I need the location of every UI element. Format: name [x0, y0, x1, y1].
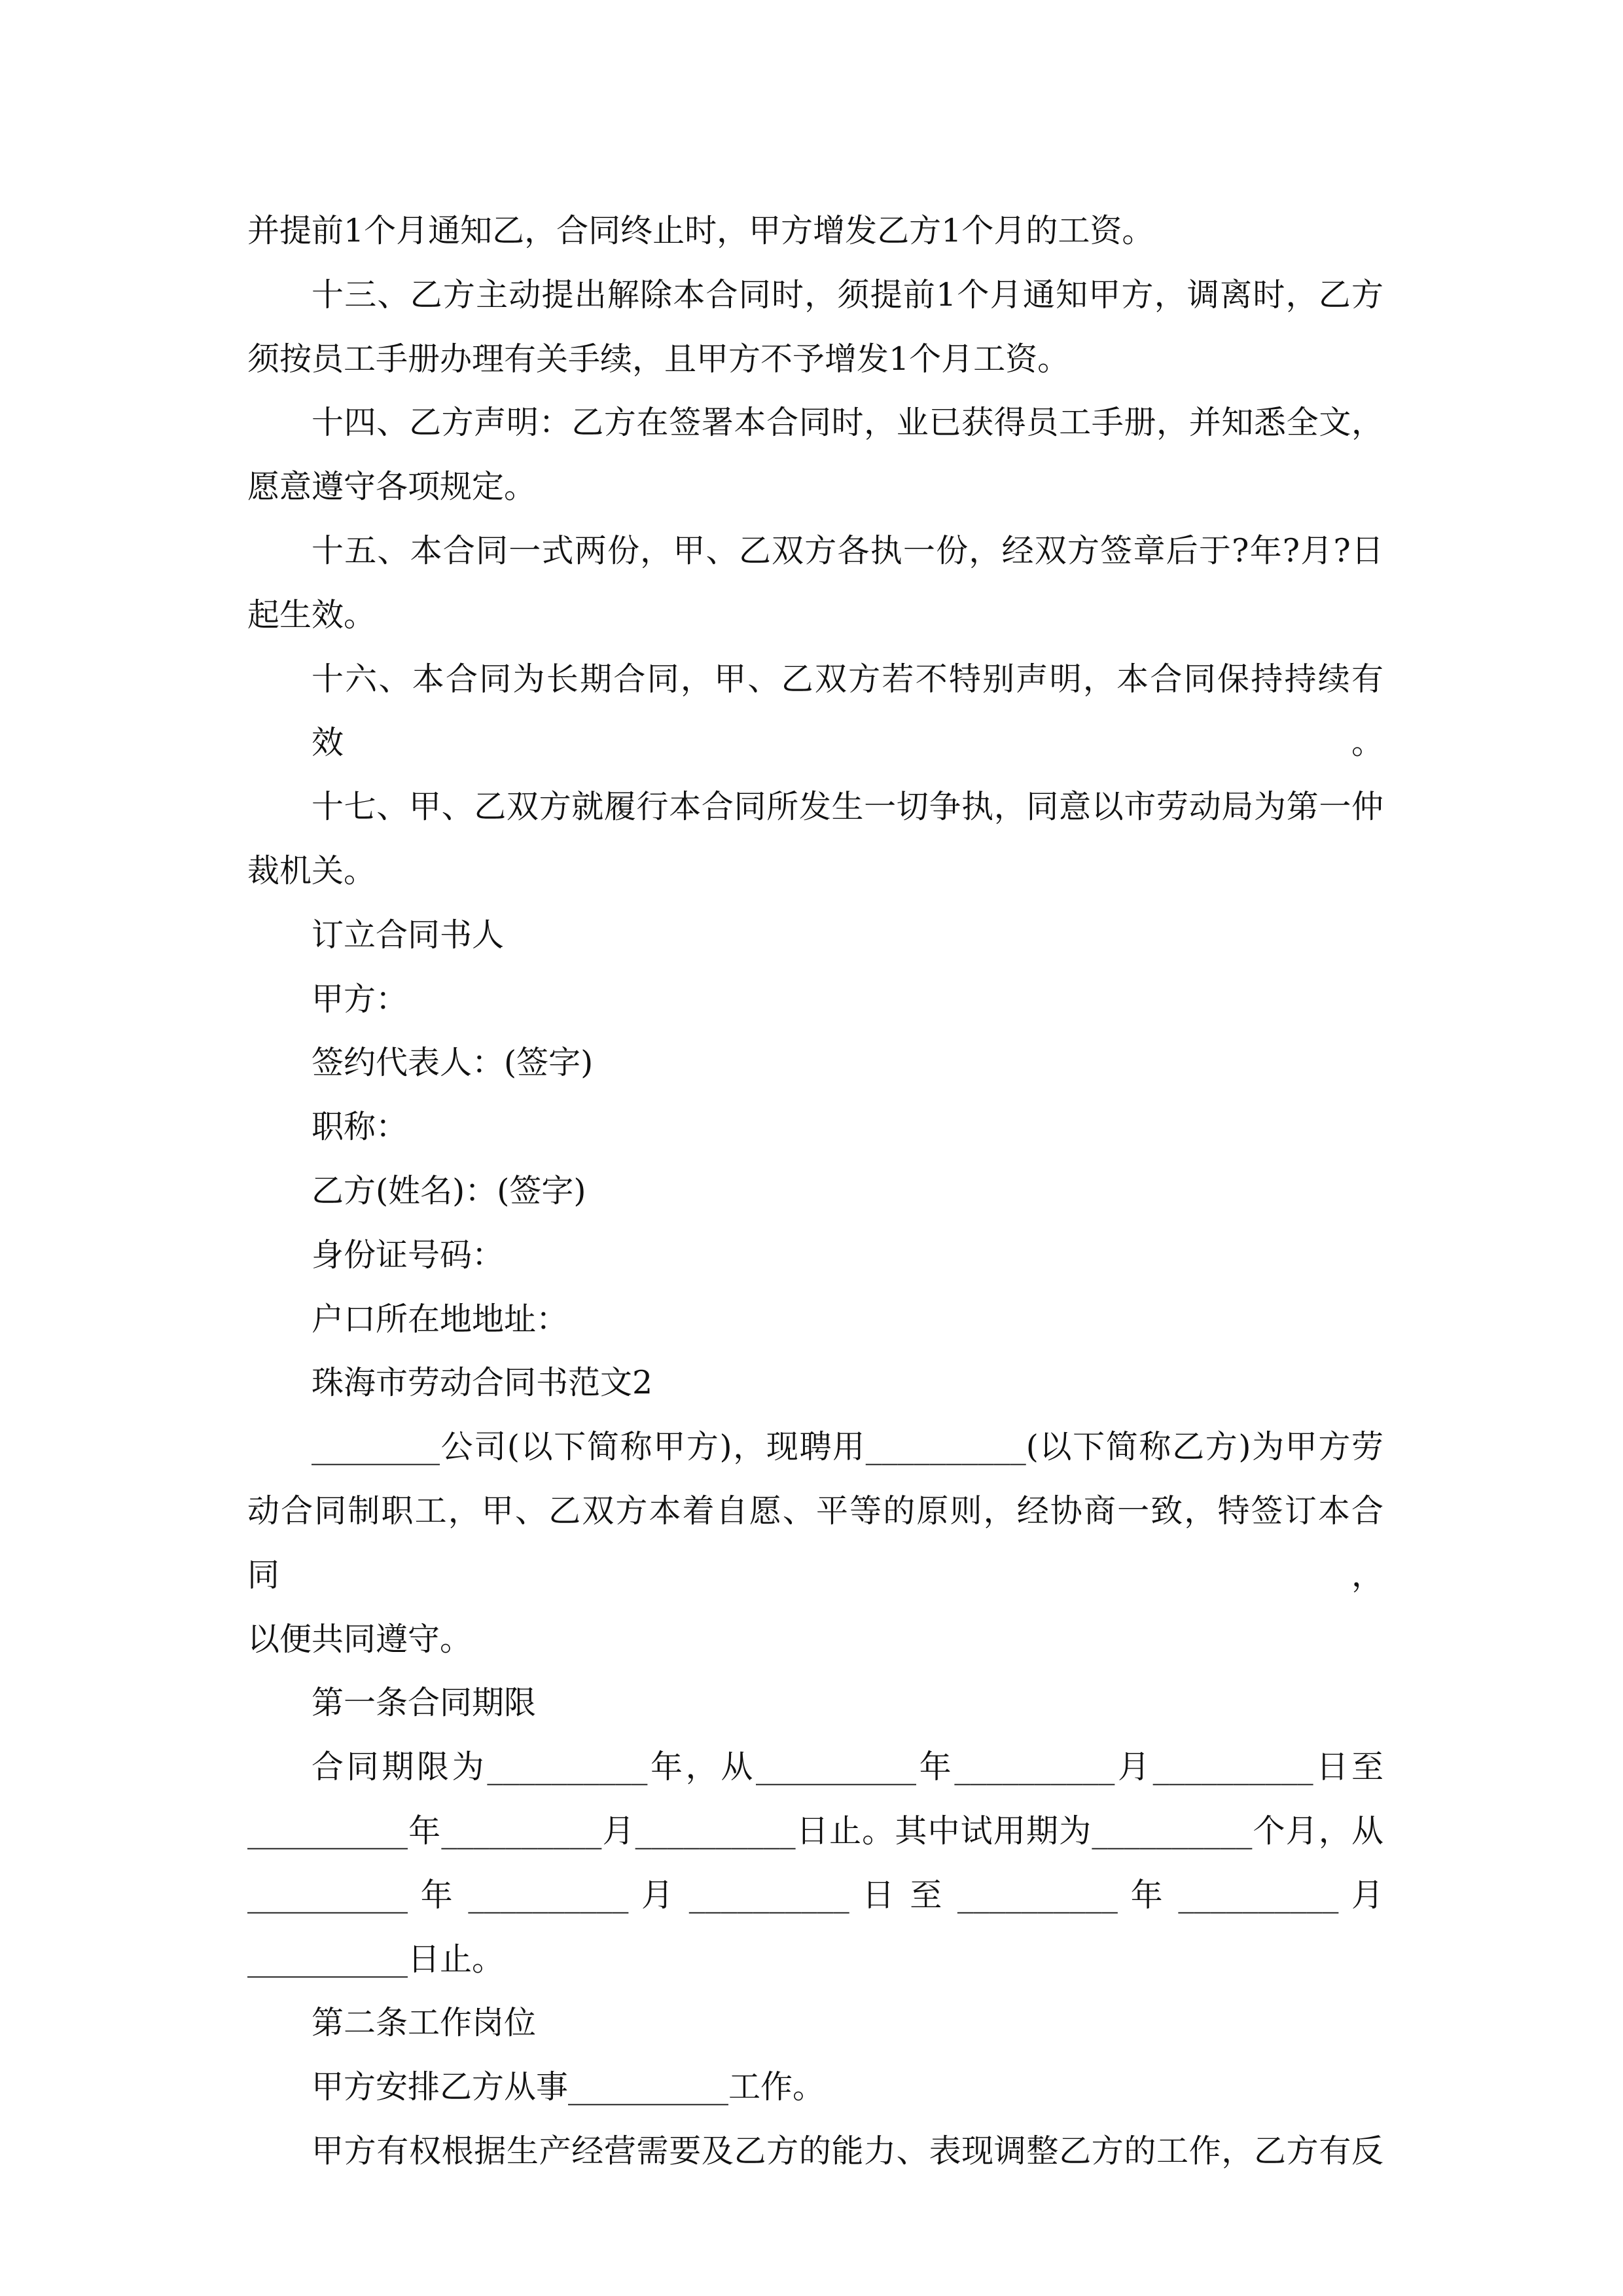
text-line: 甲方：	[312, 980, 408, 1018]
text-line: 起生效。	[247, 596, 376, 634]
text-line: 签约代表人：(签字)	[312, 1044, 594, 1082]
text-line: 十三、乙方主动提出解除本合同时，须提前1个月通知甲方，调离时，乙方	[312, 276, 1383, 314]
text-line: 职称：	[312, 1108, 408, 1146]
text-line: 并提前1个月通知乙，合同终止时，甲方增发乙方1个月的工资。	[247, 212, 1154, 249]
text-line: 订立合同书人	[312, 916, 505, 954]
text-line: 十四、乙方声明：乙方在签署本合同时，业已获得员工手册，并知悉全文，	[312, 404, 1383, 442]
text-line: 第二条工作岗位	[312, 2004, 537, 2042]
text-line: __________年__________月__________日止。其中试用期为__________个月，从	[247, 1812, 1383, 1850]
text-line: 甲方安排乙方从事__________工作。	[312, 2068, 825, 2106]
text-line: 以便共同遵守。	[247, 1620, 473, 1658]
text-line: 珠海市劳动合同书范文2	[312, 1364, 653, 1402]
text-line: 十五、本合同一式两份，甲、乙双方各执一份，经双方签章后于?年?月?日	[312, 531, 1383, 569]
text-line: ________公司(以下简称甲方)，现聘用__________(以下简称乙方)为甲方劳	[312, 1428, 1383, 1466]
text-line: 户口所在地地址：	[312, 1300, 569, 1338]
text-line: 十六、本合同为长期合同，甲、乙双方若不特别声明，本合同保持持续有效。	[312, 660, 1383, 762]
document-page	[247, 199, 1383, 2183]
text-line: 乙方(姓名)：(签字)	[312, 1172, 586, 1210]
text-line: 第一条合同期限	[312, 1684, 537, 1722]
text-line: 裁机关。	[247, 852, 376, 889]
text-line: __________日止。	[247, 1940, 505, 1978]
text-line: __________ 年 __________ 月 __________ 日 至 __________ 年 __________ 月	[247, 1876, 1383, 1914]
text-line: 愿意遵守各项规定。	[247, 468, 537, 506]
text-line: 甲方有权根据生产经营需要及乙方的能力、表现调整乙方的工作，乙方有反	[312, 2132, 1383, 2170]
text-line: 身份证号码：	[312, 1236, 505, 1274]
text-line: 动合同制职工，甲、乙双方本着自愿、平等的原则，经协商一致，特签订本合同，	[247, 1492, 1383, 1594]
text-line: 须按员工手册办理有关手续，且甲方不予增发1个月工资。	[247, 340, 1070, 378]
text-line: 十七、甲、乙双方就履行本合同所发生一切争执，同意以市劳动局为第一仲	[312, 788, 1383, 826]
text-line: 合同期限为__________年，从__________年__________月__________日至	[312, 1748, 1383, 1786]
